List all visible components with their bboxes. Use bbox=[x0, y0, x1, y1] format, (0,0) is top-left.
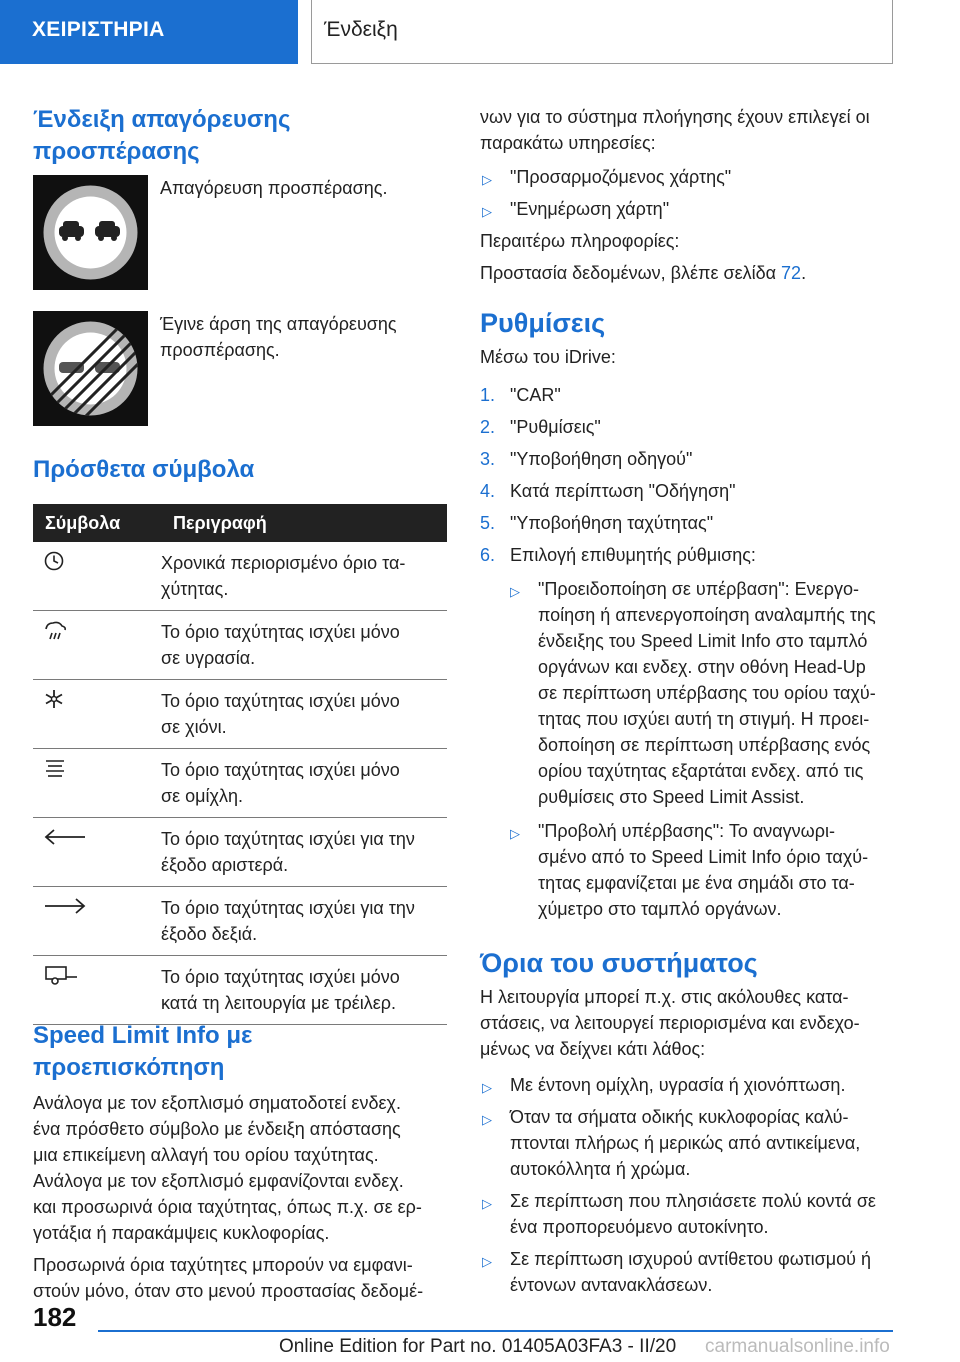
preview-title: Speed Limit Info με προεπισκόπηση bbox=[33, 1022, 253, 1081]
paragraph-line: Ανάλογα με τον εξοπλισμό εμφανίζονται ενδεχ. bbox=[33, 1171, 404, 1191]
paragraph-line: νων για το σύστημα πλοήγησης έχουν επιλεγεί οι bbox=[480, 107, 870, 127]
via-idrive-label: Μέσω του iDrive: bbox=[480, 347, 616, 367]
settings-title: Ρυθμίσεις bbox=[480, 308, 606, 338]
watermark-text: carmanualsonline.info bbox=[705, 1336, 890, 1357]
paragraph-line: Ανάλογα με τον εξοπλισμό σηματοδοτεί ενδεχ. bbox=[33, 1093, 401, 1113]
triangle-bullet-icon: ▷ bbox=[482, 172, 492, 187]
section-tab bbox=[311, 0, 893, 64]
table-row bbox=[33, 887, 447, 956]
chapter-tab bbox=[0, 0, 298, 64]
list-item: 1. "CAR" bbox=[480, 385, 561, 405]
more-info-label: Περαιτέρω πληροφορίες: bbox=[480, 231, 680, 251]
paragraph-line: γοτάξια ή παρακάμψεις κυκλοφορίας. bbox=[33, 1223, 330, 1243]
list-item: ▷ Σε περίπτωση ισχυρού αντίθετου φωτισμού ή έντονων αντανακλάσεων. bbox=[482, 1249, 871, 1295]
table-cell-description: Το όριο ταχύτητας ισχύει μόνο σε χιόνι. bbox=[161, 680, 447, 749]
end-no-overtaking-sign-icon bbox=[33, 311, 148, 426]
triangle-bullet-icon: ▷ bbox=[482, 1196, 492, 1211]
paragraph-line: Η λειτουργία μπορεί π.χ. στις ακόλουθες κατα- bbox=[480, 987, 849, 1007]
table-cell-icon bbox=[33, 680, 161, 749]
paragraph-line: ένα πρόσθετο σύμβολο με ένδειξη απόστασης bbox=[33, 1119, 401, 1139]
arrow-right-icon bbox=[43, 895, 87, 917]
no-overtaking-text: Απαγόρευση προσπέρασης. bbox=[160, 178, 388, 198]
snowflake-icon bbox=[43, 688, 65, 710]
table-cell-icon bbox=[33, 611, 161, 680]
list-item: 5. "Υποβοήθηση ταχύτητας" bbox=[480, 513, 714, 533]
list-item: ▷ "Προβολή υπέρβασης": Το αναγνωρι- σμένο από το Speed Limit Info όριο ταχύ- τητας εμφανίζεται με ένα σημάδι στο τα- χύμετρο στο ταμπλό οργάνων. bbox=[510, 821, 869, 919]
triangle-bullet-icon: ▷ bbox=[482, 1112, 492, 1127]
end-no-overtaking-text bbox=[160, 311, 450, 363]
limits-title: Όρια του συστήματος bbox=[480, 948, 758, 978]
table-row bbox=[33, 611, 447, 680]
list-item: 2. "Ρυθμίσεις" bbox=[480, 417, 601, 437]
clock-icon bbox=[43, 550, 65, 572]
col-symbols-header: Σύμβολα bbox=[33, 504, 161, 542]
list-item: ▷ Με έντονη ομίχλη, υγρασία ή χιονόπτωση. bbox=[480, 1072, 890, 1098]
symbols-title: Πρόσθετα σύμβολα bbox=[33, 456, 255, 483]
preview-section bbox=[33, 1020, 447, 1304]
paragraph-line: μια επικείμενη αλλαγή του ορίου ταχύτητας. bbox=[33, 1145, 379, 1165]
table-cell-icon bbox=[33, 749, 161, 818]
list-item: ▷ Σε περίπτωση που πλησιάσετε πολύ κοντά σε ένα προπορευόμενο αυτοκίνητο. bbox=[482, 1191, 876, 1237]
end-no-overtaking-line2: προσπέρασης. bbox=[160, 340, 280, 360]
table-cell-description: Το όριο ταχύτητας ισχύει μόνο σε υγρασία. bbox=[161, 611, 447, 680]
settings-steps bbox=[480, 382, 890, 574]
table-cell-description: Το όριο ταχύτητας ισχύει μόνο κατά τη λειτουργία με τρέιλερ. bbox=[161, 956, 447, 1025]
footer-divider bbox=[98, 1330, 893, 1332]
table-row bbox=[33, 956, 447, 1025]
no-overtaking-sign-icon bbox=[33, 175, 148, 290]
fog-icon bbox=[43, 757, 67, 779]
end-no-overtaking-line1: Έγινε άρση της απαγόρευσης bbox=[160, 314, 397, 334]
table-cell-icon bbox=[33, 887, 161, 956]
table-row bbox=[33, 749, 447, 818]
triangle-bullet-icon: ▷ bbox=[482, 1080, 492, 1095]
triangle-bullet-icon: ▷ bbox=[482, 1254, 492, 1269]
list-item: ▷ Όταν τα σήματα οδικής κυκλοφορίας καλύ- πτονται πλήρως ή μερικώς από αντικείμενα, αυτοκόλλητα ή χρώμα. bbox=[482, 1107, 861, 1179]
table-cell-description: Το όριο ταχύτητας ισχύει για την έξοδο δεξιά. bbox=[161, 887, 447, 956]
trailer-icon bbox=[43, 964, 79, 986]
table-cell-icon bbox=[33, 956, 161, 1025]
col-description-header: Περιγραφή bbox=[161, 504, 447, 542]
paragraph-line: στάσεις, να λειτουργεί περιορισμένα και ενδεχο- bbox=[480, 1013, 860, 1033]
paragraph-line: στούν μόνο, όταν στο μενού προστασίας δεδομέ- bbox=[33, 1281, 424, 1301]
list-item: 4. Κατά περίπτωση "Οδήγηση" bbox=[480, 481, 736, 501]
privacy-page-link[interactable]: 72 bbox=[781, 263, 802, 283]
table-row bbox=[33, 680, 447, 749]
list-item: ▷ "Προειδοποίηση σε υπέρβαση": Ενεργο- ποίηση ή απενεργοποίηση αναλαμπής της ένδειξης του Speed Limit Info στο ταμπλό οργάνων και ενδεχ. στην οθόνη Head-Up σε περίπτωση υπέρβασης του ορίου ταχύ- τητας που ισχύει αυτή τη στιγμή. Η προει- δοποίηση σε περίπτωση υπέρβασης ενός ορίου ταχύτητας εξαρτάται ενδεχ. από τις ρυθμίσεις στο Speed Limit Assist. bbox=[510, 579, 876, 807]
symbols-heading bbox=[33, 454, 447, 486]
table-cell-description: Το όριο ταχύτητας ισχύει για την έξοδο αριστερά. bbox=[161, 818, 447, 887]
triangle-bullet-icon: ▷ bbox=[510, 584, 520, 599]
overtaking-title-line1: Ένδειξη απαγόρευσης bbox=[33, 106, 291, 133]
page-number: 182 bbox=[33, 1302, 77, 1332]
list-item: ▷ "Προσαρμοζόμενος χάρτης" bbox=[480, 164, 890, 196]
limits-intro bbox=[480, 984, 890, 1062]
list-item: 3. "Υποβοήθηση οδηγού" bbox=[480, 449, 693, 469]
overtaking-heading bbox=[33, 104, 447, 168]
limits-list bbox=[480, 1072, 890, 1298]
triangle-bullet-icon: ▷ bbox=[510, 826, 520, 841]
symbols-table bbox=[33, 504, 447, 1025]
setting-options bbox=[480, 576, 890, 922]
overtaking-title-line2: προσπέρασης bbox=[33, 138, 200, 165]
list-item: ▷ "Ενημέρωση χάρτη" bbox=[480, 196, 890, 228]
edition-text: Online Edition for Part no. 01405A03FA3 - II/20 bbox=[279, 1336, 677, 1357]
chapter-title: ΧΕΙΡΙΣΤΗΡΙΑ bbox=[32, 18, 165, 41]
section-title: Ένδειξη bbox=[324, 18, 398, 41]
table-row bbox=[33, 542, 447, 611]
table-header-row bbox=[33, 504, 447, 542]
table-cell-description: Χρονικά περιορισμένο όριο τα- χύτητας. bbox=[161, 542, 447, 611]
table-cell-icon bbox=[33, 818, 161, 887]
right-column bbox=[480, 104, 890, 1298]
table-cell-description: Το όριο ταχύτητας ισχύει μόνο σε ομίχλη. bbox=[161, 749, 447, 818]
table-cell-icon bbox=[33, 542, 161, 611]
paragraph-line: μένως να δείχνει κάτι λάθος: bbox=[480, 1039, 706, 1059]
triangle-bullet-icon: ▷ bbox=[482, 204, 492, 219]
arrow-left-icon bbox=[43, 826, 87, 848]
services-list bbox=[480, 164, 890, 228]
list-item: 6. Επιλογή επιθυμητής ρύθμισης: bbox=[480, 545, 756, 565]
rain-icon bbox=[43, 619, 67, 641]
privacy-reference: Προστασία δεδομένων, βλέπε σελίδα 72. bbox=[480, 263, 807, 283]
table-row bbox=[33, 818, 447, 887]
paragraph-line: παρακάτω υπηρεσίες: bbox=[480, 133, 656, 153]
paragraph-line: και προσωρινά όρια ταχύτητας, όπως π.χ. σε ερ- bbox=[33, 1197, 422, 1217]
paragraph-line: Προσωρινά όρια ταχύτητες μπορούν να εμφανι- bbox=[33, 1255, 413, 1275]
